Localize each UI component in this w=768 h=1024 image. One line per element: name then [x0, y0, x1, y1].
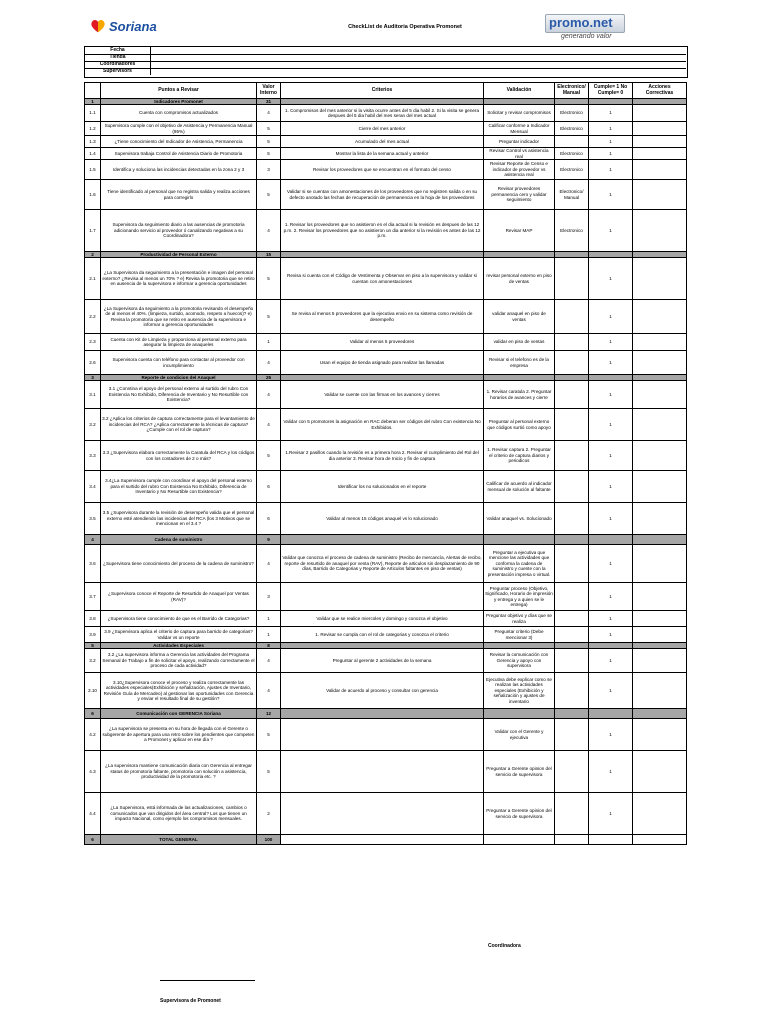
validacion: 1. Revisar captura 2. Preguntar el criterio de captura diarios y periodicos	[484, 441, 555, 471]
electronico-manual: Electronico	[555, 210, 589, 252]
cumple-field[interactable]: 1	[589, 673, 633, 709]
electronico-manual: Electronico/ Manual	[555, 180, 589, 210]
valor-interno: 2	[257, 793, 281, 835]
acciones-correctivas-field[interactable]	[633, 409, 687, 441]
criterio: 1. Compromisos del mes anterior si la visita ocurre antes del 5 dia habil 2. Si la visita se genera despues del 5 dia habil del mes seran del mes actual	[281, 105, 484, 122]
validacion: Ejecutiva debe explicar como se realizan las actividades especiales (Exhibición y señalización y ajustes de inventario	[484, 673, 555, 709]
acciones-correctivas-field[interactable]	[633, 583, 687, 611]
acciones-correctivas-field[interactable]	[633, 751, 687, 793]
soriana-logo	[86, 16, 166, 38]
checklist-row	[85, 160, 687, 180]
electronico-manual: Electronico	[555, 105, 589, 122]
criterio	[281, 751, 484, 793]
validacion: Preguntar a ejecutiva que mencione las actividades que conforma la cadena de suministro y cuente con la presentación impresa o virtual.	[484, 545, 555, 583]
promonet-logo-text: promo.net	[549, 15, 613, 30]
supervisors-label: Supervisors	[85, 68, 151, 75]
punto-a-revisar: 3.1 ¿Conntina el apoyo del personal externo al surtido del rubro Con Existencia No Exhibido, Diferencia de Inventario y No Resurtible con Existencia?	[101, 381, 257, 409]
section-title: Indicadores Promonet	[101, 99, 257, 105]
section-number: 5	[85, 643, 101, 649]
criterio: Preguntar al gerente 2 actividades de la semana	[281, 649, 484, 673]
cumple-field[interactable]: 1	[589, 503, 633, 535]
checklist-row	[85, 611, 687, 627]
punto-a-revisar: ¿La Supervisora da seguimiento a la presentación e imagen del personal externo? ¿Revisa al menos un 70% ? e) Revisa la promotoria que se retiro en ausencia de la supervisora e informar a gerencia oportunidades	[101, 258, 257, 300]
valor-interno: 4	[257, 673, 281, 709]
validacion: Preguntar a Gerente opinion del servicio de supervisora	[484, 751, 555, 793]
electronico-manual	[555, 611, 589, 627]
punto-a-revisar: Supervisora da seguimiento diario a las ausencias de promotoria adicionando servicio al proveedor ó canalizando negativas a su Coordinadora?	[101, 210, 257, 252]
checklist-row	[85, 122, 687, 136]
checklist-row	[85, 105, 687, 122]
punto-a-revisar: 3.2 ¿La supervisora informa a Gerencia las actividades del Programa Semanal de Trabajo a fin de solicitar el apoyo, realizando correctamente el proceso de cada actividad?	[101, 649, 257, 673]
row-number: 2.2	[85, 300, 101, 334]
checklist-row	[85, 136, 687, 148]
criterio: Validar de acuerdo al proceso y consultar con gerencia	[281, 673, 484, 709]
electronico-manual	[555, 381, 589, 409]
acciones-correctivas-field[interactable]	[633, 673, 687, 709]
section-number: 4	[85, 535, 101, 545]
validacion: Preguntar al personal externo que códigos surtió como apoyo	[484, 409, 555, 441]
row-number: 2.6	[85, 351, 101, 375]
validacion: Revisar Reporte de Censo e indicador de proveedor vs asistencia real	[484, 160, 555, 180]
cumple-field[interactable]: 1	[589, 136, 633, 148]
row-number: 3.7	[85, 583, 101, 611]
criterio: Identificar los no solucionados en el reporte	[281, 471, 484, 503]
header-validacion: Validación	[484, 83, 555, 99]
section-header-row	[85, 709, 687, 719]
cumple-field[interactable]: 1	[589, 148, 633, 160]
cumple-field[interactable]: 1	[589, 583, 633, 611]
acciones-correctivas-field[interactable]	[633, 545, 687, 583]
valor-interno: 5	[257, 258, 281, 300]
valor-interno: 5	[257, 180, 281, 210]
section-value: 8	[257, 643, 281, 649]
electronico-manual	[555, 673, 589, 709]
punto-a-revisar: Supervisora trabaja Control de Asistencia Diario de Promotoria	[101, 148, 257, 160]
electronico-manual	[555, 719, 589, 751]
punto-a-revisar: Cuenta con Kit de Limpieza y proporciona al personal externo para asegurar la limpieza de anaqueles	[101, 334, 257, 351]
cumple-field[interactable]: 1	[589, 471, 633, 503]
header-tipo: Electronico/ Manual	[555, 83, 589, 99]
validacion: Solicitar y revisar compromisos	[484, 105, 555, 122]
header-criterios: Criterios	[281, 83, 484, 99]
row-number: 3.5	[85, 503, 101, 535]
heart-icon	[90, 18, 106, 34]
validacion: Revisar Control vs asistencia real	[484, 148, 555, 160]
criterio: Validar se cuente con las firmas en los avances y cierres	[281, 381, 484, 409]
audit-checklist-table	[84, 82, 687, 845]
promonet-logo	[545, 14, 627, 44]
row-number: 1.1	[85, 105, 101, 122]
total-row	[85, 835, 687, 845]
section-title: Cadena de suministro	[101, 535, 257, 545]
valor-interno: 3	[257, 583, 281, 611]
punto-a-revisar: Tiene identificado al personal que no registra salida y realiza acciones para corregirlo	[101, 180, 257, 210]
criterio: Validar que se realice miercoles y domingo y conozca el objetivo	[281, 611, 484, 627]
validacion: revisar personal externo en piso de ventas	[484, 258, 555, 300]
checklist-row	[85, 334, 687, 351]
valor-interno: 1	[257, 627, 281, 643]
row-number: 1.3	[85, 136, 101, 148]
section-empty-cell	[555, 709, 589, 719]
valor-interno: 5	[257, 136, 281, 148]
cumple-field[interactable]: 1	[589, 751, 633, 793]
cumple-field[interactable]: 1	[589, 180, 633, 210]
punto-a-revisar: ¿Tiene conocimiento del Indicador de Asistencia, Permanencia	[101, 136, 257, 148]
electronico-manual: Electronico	[555, 160, 589, 180]
header-valor: Valor Interno	[257, 83, 281, 99]
row-number: 3.2	[85, 409, 101, 441]
checklist-row	[85, 673, 687, 709]
checklist-row	[85, 471, 687, 503]
section-title: Reporte de condicion del Anaquel	[101, 375, 257, 381]
criterio: Validar que conozca el proceso de cadena de suministro (Recibo de mercancía, Alertas de recibo, reporte de resurtido de anaquel por venta (RAV), Reporte de articulos sin desplazamiento de 90 días, Barrido de Categorias y Reporte de Articulos faltantes en piso de ventas)	[281, 545, 484, 583]
row-number: 4.4	[85, 793, 101, 835]
electronico-manual	[555, 441, 589, 471]
punto-a-revisar: Supervisora cumple con el objetivo de Asistencia y Permanencia Manual (95%)	[101, 122, 257, 136]
row-number: 4.2	[85, 719, 101, 751]
valor-interno: 1	[257, 334, 281, 351]
validacion: Calificar de acuerdo al indicador mensual de solución al faltante	[484, 471, 555, 503]
header-num	[85, 83, 101, 99]
fecha-label: Fecha	[85, 47, 151, 54]
electronico-manual	[555, 649, 589, 673]
criterio: Validar con 5 promotores la asignación en RAC deberan ser códigos del rubro Con existencia No Exhibidos.	[281, 409, 484, 441]
valor-interno: 4	[257, 409, 281, 441]
valor-interno: 1	[257, 611, 281, 627]
electronico-manual: Electronico	[555, 122, 589, 136]
section-title: Comunicación con GERENCIA Soriana	[101, 709, 257, 719]
section-value: 31	[257, 99, 281, 105]
checklist-row	[85, 719, 687, 751]
row-number: 1.7	[85, 210, 101, 252]
table-header-row	[85, 83, 687, 99]
checklist-row	[85, 441, 687, 471]
electronico-manual	[555, 471, 589, 503]
header-cumple: Cumple= 1 No Cumple= 0	[589, 83, 633, 99]
section-empty-cell	[281, 535, 484, 545]
cumple-field[interactable]: 1	[589, 122, 633, 136]
criterio	[281, 583, 484, 611]
row-number: 1.2	[85, 122, 101, 136]
criterio: Revisa si cuenta con el Código de Vestimenta y Observar en piso a la supervisora y validar si cuentan con amonestaciones	[281, 258, 484, 300]
total-value: 100	[257, 835, 281, 845]
checklist-row	[85, 545, 687, 583]
validacion: Revisar la comunicación con Gerencia y apoyo con supervisora	[484, 649, 555, 673]
criterio	[281, 793, 484, 835]
criterio: Revisar los proveedores que se encuentran en el formato del censo	[281, 160, 484, 180]
cumple-field[interactable]: 1	[589, 258, 633, 300]
electronico-manual	[555, 351, 589, 375]
row-number: 3.3	[85, 441, 101, 471]
punto-a-revisar: ¿La Supervisora da seguimiento a la promotoria revisando el desempeño de al menos el 40%. (limpieza, surtido, acomodo, respeto a huecos)? e) Revisa la promotoria que se retiro en ausencia de la supervisora e informar a gerencia oportunidades	[101, 300, 257, 334]
section-number: 2	[85, 252, 101, 258]
electronico-manual	[555, 409, 589, 441]
cumple-field[interactable]: 1	[589, 210, 633, 252]
electronico-manual	[555, 334, 589, 351]
checklist-row	[85, 381, 687, 409]
section-empty-cell	[633, 535, 687, 545]
acciones-correctivas-field[interactable]	[633, 503, 687, 535]
criterio: 1. Revisar se cumpla con el rol de categorias y conozca el criterio	[281, 627, 484, 643]
cumple-field[interactable]: 1	[589, 351, 633, 375]
checklist-row	[85, 409, 687, 441]
checklist-row	[85, 210, 687, 252]
criterio: 1. Revisar los proveedores que no asistieron en el dia actual si la revisión es despues de las 12 p.m. 2. Revisar los proveedores que no asistieron un dia anterior si la revisión es antes de las 12 p.m.	[281, 210, 484, 252]
checklist-row	[85, 793, 687, 835]
valor-interno: 4	[257, 545, 281, 583]
row-number: 3.8	[85, 611, 101, 627]
section-number: 3	[85, 375, 101, 381]
section-empty-cell	[555, 535, 589, 545]
total-empty-cell	[484, 835, 555, 845]
valor-interno: 6	[257, 471, 281, 503]
total-empty-cell	[281, 835, 484, 845]
section-empty-cell	[589, 535, 633, 545]
row-number: 3.9	[85, 627, 101, 643]
cumple-field[interactable]: 1	[589, 334, 633, 351]
acciones-correctivas-field[interactable]	[633, 719, 687, 751]
validacion: Validar anaquel vs. Solucionado	[484, 503, 555, 535]
total-empty-cell	[589, 835, 633, 845]
section-value: 15	[257, 252, 281, 258]
row-number: 3.10	[85, 673, 101, 709]
cumple-field[interactable]: 1	[589, 649, 633, 673]
valor-interno: 3	[257, 160, 281, 180]
acciones-correctivas-field[interactable]	[633, 471, 687, 503]
cumple-field[interactable]: 1	[589, 611, 633, 627]
validacion: Validar con el Gerente y ejecutiva	[484, 719, 555, 751]
section-title: Productividad de Personal Externo	[101, 252, 257, 258]
validacion: Revisar si el telefono es de la empresa	[484, 351, 555, 375]
validacion: Calificar conforme a Indicador Mensual	[484, 122, 555, 136]
checklist-row	[85, 180, 687, 210]
criterio: 1.Revisar 2 pasillos cuando la revisión es a primera hora 2. Revisar el cumplimiento del Rol del dia anterior 3. Revisar hora de Inicio y fin de captura	[281, 441, 484, 471]
cumple-field[interactable]: 1	[589, 793, 633, 835]
row-number: 1.6	[85, 180, 101, 210]
tienda-label: Tienda	[85, 54, 151, 61]
criterio	[281, 719, 484, 751]
acciones-correctivas-field[interactable]	[633, 381, 687, 409]
coordinadora-signature-label: Coordinadora	[488, 943, 521, 949]
section-value: 9	[257, 535, 281, 545]
acciones-correctivas-field[interactable]	[633, 258, 687, 300]
cumple-field[interactable]: 1	[589, 719, 633, 751]
acciones-correctivas-field[interactable]	[633, 105, 687, 122]
punto-a-revisar: Cuenta con compromisos actualizados	[101, 105, 257, 122]
punto-a-revisar: 3.10¿Supervisora conoce el proceso y realiza correctamente las actividades especiales(Exhibición y señalización, Ajustes de Inventario, Revisión Guía de Mercadeo) al gestionar las oportunidades con Gerencia y enviar el resultado final de su gestión?	[101, 673, 257, 709]
acciones-correctivas-field[interactable]	[633, 649, 687, 673]
electronico-manual: Electronico	[555, 148, 589, 160]
criterio: Acumulado del mes actual	[281, 136, 484, 148]
section-empty-cell	[633, 709, 687, 719]
checklist-row	[85, 351, 687, 375]
electronico-manual	[555, 583, 589, 611]
section-empty-cell	[281, 709, 484, 719]
criterio: Usan el equipo de tienda asignado para realizar las llamadas	[281, 351, 484, 375]
criterio: Mostrar la lista de la semana actual y anterior	[281, 148, 484, 160]
punto-a-revisar: ¿La supervisora mantiene comunicación diaria con Gerencia al entregar status de promotoria faltante, promotoria con solución a asistencia, productividad de la promotoria etc. ?	[101, 751, 257, 793]
cumple-field[interactable]: 1	[589, 105, 633, 122]
checklist-row	[85, 300, 687, 334]
valor-interno: 5	[257, 148, 281, 160]
valor-interno: 5	[257, 122, 281, 136]
cumple-field[interactable]: 1	[589, 409, 633, 441]
checklist-row	[85, 503, 687, 535]
row-number: 3.1	[85, 381, 101, 409]
validacion: validar en piso de ventas	[484, 334, 555, 351]
row-number: 1.5	[85, 160, 101, 180]
criterio: Validar si se cuentan con amonestaciones de los proveedores que no registren salida o en su defecto anotado las fechas de recuperación de permanencia en la hoja de los proveedores	[281, 180, 484, 210]
acciones-correctivas-field[interactable]	[633, 180, 687, 210]
total-number: 6	[85, 835, 101, 845]
row-number: 3.2	[85, 649, 101, 673]
valor-interno: 6	[257, 503, 281, 535]
row-number: 1.4	[85, 148, 101, 160]
electronico-manual	[555, 503, 589, 535]
checklist-row	[85, 649, 687, 673]
section-empty-cell	[484, 709, 555, 719]
header-acciones: Acciones Correctivas	[633, 83, 687, 99]
validacion: Preguntar a Gerente opinion del servicio de supervisora	[484, 793, 555, 835]
valor-interno: 5	[257, 751, 281, 793]
soriana-logo-text: Soriana	[109, 19, 157, 34]
criterio: Validar al menos 15 códigos anaquel vs lo solucionado	[281, 503, 484, 535]
validacion: Preguntar objetivo y días que se realiza	[484, 611, 555, 627]
electronico-manual	[555, 793, 589, 835]
header-puntos: Puntos a Revisar	[101, 83, 257, 99]
valor-interno: 4	[257, 105, 281, 122]
validacion: validar anaquel en piso de ventas	[484, 300, 555, 334]
criterio: Cierre del mes anterior	[281, 122, 484, 136]
electronico-manual	[555, 300, 589, 334]
punto-a-revisar: ¿Supervisora tiene conocimiento del proceso de la cadena de suministro?	[101, 545, 257, 583]
cumple-field[interactable]: 1	[589, 441, 633, 471]
valor-interno: 5	[257, 719, 281, 751]
section-number: 6	[85, 709, 101, 719]
acciones-correctivas-field[interactable]	[633, 210, 687, 252]
validacion: Revisar proveedores permanencia cero y validar seguimiento	[484, 180, 555, 210]
checklist-row	[85, 148, 687, 160]
cumple-field[interactable]: 1	[589, 627, 633, 643]
cumple-field[interactable]: 1	[589, 381, 633, 409]
punto-a-revisar: ¿Supervisora tiene conocimiento de que es el Barrido de Categorias?	[101, 611, 257, 627]
acciones-correctivas-field[interactable]	[633, 300, 687, 334]
checklist-row	[85, 627, 687, 643]
punto-a-revisar: ¿Supervisora conoce el Reporte de Resurtido de Anaquel por Ventas (RAV)?	[101, 583, 257, 611]
punto-a-revisar: 3.2 ¿Aplica los criterios de captura correctamente para el levantamiento de incidencias del RCA? ¿Aplica correctamente la técnicas de captura? ¿Cumple con el rol de captura?	[101, 409, 257, 441]
acciones-correctivas-field[interactable]	[633, 136, 687, 148]
criterio: Se revisa al menos 5 proveedores que la ejecutiva envio en su sistema como revisión de desempeño	[281, 300, 484, 334]
document-title: CheckList de Auditoria Operativa Promonet	[348, 24, 462, 30]
electronico-manual	[555, 627, 589, 643]
electronico-manual	[555, 258, 589, 300]
criterio: Validar al menos 5 proveedores	[281, 334, 484, 351]
validacion: Preguntar criterio (Debe mencionar 3)	[484, 627, 555, 643]
section-header-row	[85, 535, 687, 545]
validacion: Preguntar proceso (Objetivo, Significado, Horario de impresión y entrega y a quien se le entrega)	[484, 583, 555, 611]
valor-interno: 5	[257, 441, 281, 471]
coordinadores-label: Coordinadores	[85, 61, 151, 68]
section-title: Actividades Especiales	[101, 643, 257, 649]
valor-interno: 4	[257, 351, 281, 375]
acciones-correctivas-field[interactable]	[633, 627, 687, 643]
section-value: 25	[257, 375, 281, 381]
punto-a-revisar: Identifica y soluciona las incidencias detectadas en la zona 2 y 3	[101, 160, 257, 180]
acciones-correctivas-field[interactable]	[633, 441, 687, 471]
electronico-manual	[555, 545, 589, 583]
total-label: TOTAL GENERAL	[101, 835, 257, 845]
total-empty-cell	[555, 835, 589, 845]
cumple-field[interactable]: 1	[589, 545, 633, 583]
punto-a-revisar: Supervisora cuenta con teléfono para contactar al proveedor con incumplimiento	[101, 351, 257, 375]
row-number: 4.3	[85, 751, 101, 793]
punto-a-revisar: 3.9 ¿Supervisora aplica el criterio de captura para barrido de categorias? Validar vs un reporte	[101, 627, 257, 643]
acciones-correctivas-field[interactable]	[633, 351, 687, 375]
supervisor-signature-label: Supervisora de Promonet	[160, 998, 221, 1004]
meta-fields	[84, 46, 688, 78]
checklist-row	[85, 583, 687, 611]
electronico-manual	[555, 751, 589, 793]
validacion: Revisar MAP	[484, 210, 555, 252]
punto-a-revisar: ¿La Supervisora, está informada de las actualizaciones, cambios o comunicados que van dirigidos del área central? Los que tienen un impacto Nacional, como ejemplo los compromisos mensuales.	[101, 793, 257, 835]
cumple-field[interactable]: 1	[589, 300, 633, 334]
valor-interno: 5	[257, 300, 281, 334]
electronico-manual	[555, 136, 589, 148]
punto-a-revisar: ¿La supervisora se presenta en su hora de llegada con el Gerente o subgerente de apertura para una retro sobre los pendientes que competen a Promonet y aplicar en ese día ?	[101, 719, 257, 751]
total-empty-cell	[633, 835, 687, 845]
checklist-row	[85, 258, 687, 300]
row-number: 2.3	[85, 334, 101, 351]
section-number: 1	[85, 99, 101, 105]
cumple-field[interactable]: 1	[589, 160, 633, 180]
acciones-correctivas-field[interactable]	[633, 148, 687, 160]
acciones-correctivas-field[interactable]	[633, 611, 687, 627]
section-empty-cell	[484, 535, 555, 545]
section-value: 12	[257, 709, 281, 719]
promonet-tagline: generando valor	[561, 33, 612, 40]
validacion: 1. Revisar caratula 2. Preguntar horarios de avances y cierre	[484, 381, 555, 409]
row-number: 2.1	[85, 258, 101, 300]
valor-interno: 4	[257, 381, 281, 409]
checklist-row	[85, 751, 687, 793]
row-number: 3.6	[85, 545, 101, 583]
punto-a-revisar: 3.5 ¿Supervisora durante la revisión de desempeño valida que el personal externo esté atendiendo las incidencias del RCA (los 3 Motivos que se mencionan en el 3.4 ?	[101, 503, 257, 535]
signature-line	[160, 980, 255, 981]
acciones-correctivas-field[interactable]	[633, 334, 687, 351]
row-number: 3.4	[85, 471, 101, 503]
punto-a-revisar: 3.4¿La Supervisora cumple con coordinar el apoyo del personal externo para el surtido del rubro Con Existencia No Exhibido, Diferencia de Inventario y No Resurtible con Existencia?	[101, 471, 257, 503]
section-empty-cell	[589, 709, 633, 719]
punto-a-revisar: 3.3 ¿Supervisora elabora correctamente la Caratula del RCA y los códigos con los contadores de 2 o más?	[101, 441, 257, 471]
valor-interno: 4	[257, 649, 281, 673]
acciones-correctivas-field[interactable]	[633, 122, 687, 136]
valor-interno: 4	[257, 210, 281, 252]
acciones-correctivas-field[interactable]	[633, 793, 687, 835]
validacion: Preguntar indicador	[484, 136, 555, 148]
acciones-correctivas-field[interactable]	[633, 160, 687, 180]
